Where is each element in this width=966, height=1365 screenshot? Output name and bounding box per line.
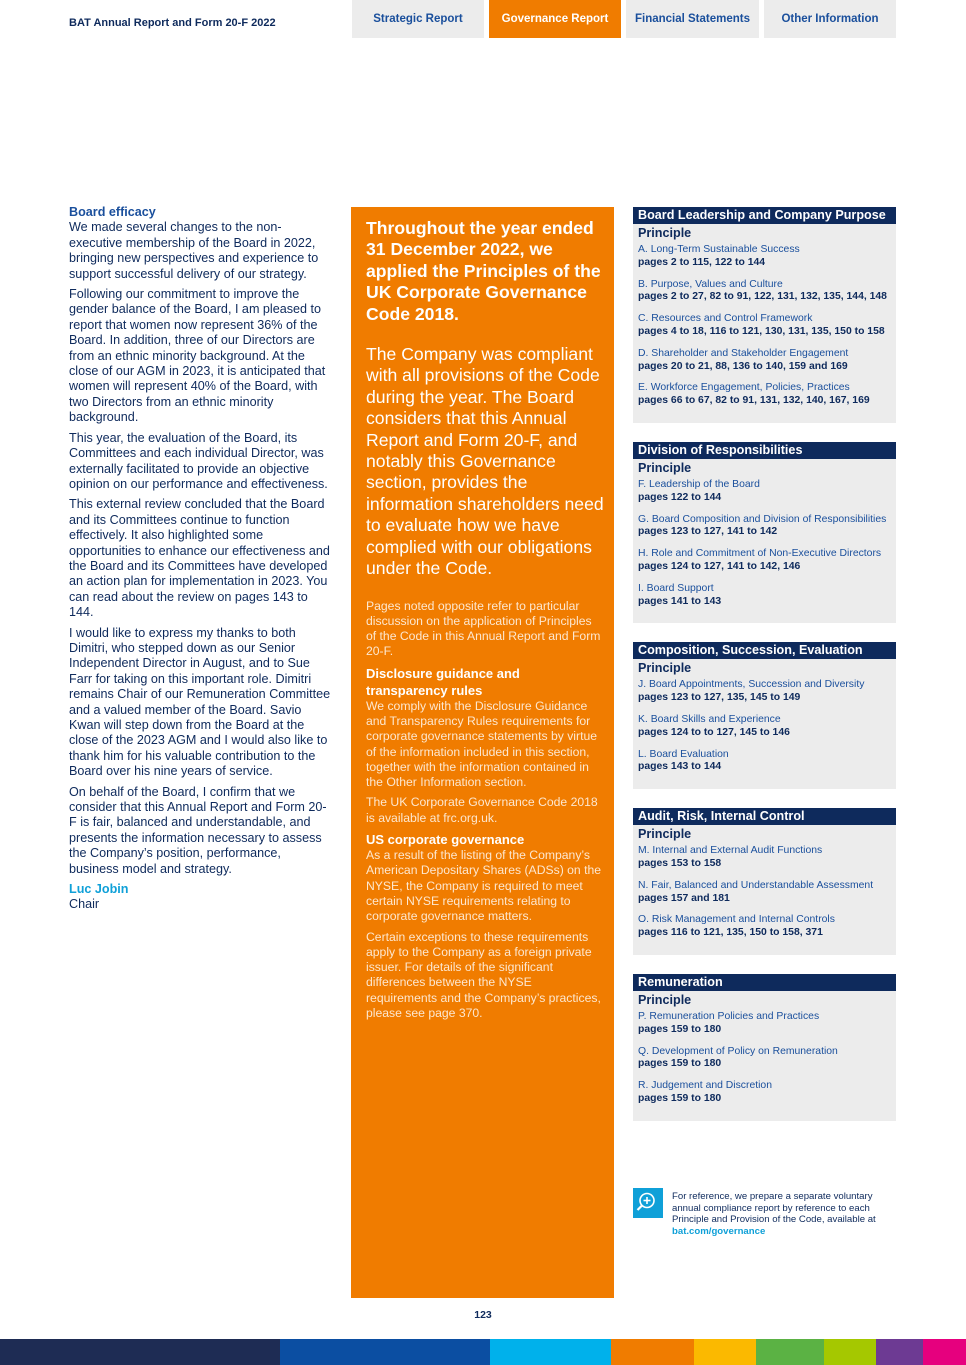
- principle-label: Principle: [638, 226, 692, 240]
- principle-name: P. Remuneration Policies and Practices: [638, 1010, 820, 1022]
- principle-item: [633, 1046, 896, 1081]
- page-reference: pages 2 to 27, 82 to 91, 122, 131, 132, 135, 144, 148: [638, 291, 887, 303]
- magnifier-plus-icon: [633, 1188, 663, 1218]
- page-reference: pages 66 to 67, 82 to 91, 131, 132, 140, 167, 169: [638, 395, 870, 407]
- page-reference: pages 124 to 127, 141 to 142, 146: [638, 560, 801, 572]
- chair-letter-column: [69, 205, 334, 913]
- principle-item: [633, 1011, 896, 1046]
- color-stripe-cyan: [490, 1339, 611, 1365]
- section-remuneration: [633, 974, 896, 1121]
- signer-title: Chair: [69, 897, 100, 912]
- tab-financial-statements[interactable]: Financial Statements: [626, 0, 759, 38]
- section-title: Composition, Succession, Evaluation: [633, 642, 896, 659]
- page-reference: pages 20 to 21, 88, 136 to 140, 159 and 169: [638, 360, 848, 372]
- page-reference: pages 123 to 127, 141 to 142: [638, 526, 778, 538]
- page-reference: pages 124 to to 127, 145 to 146: [638, 726, 790, 738]
- principle-name: L. Board Evaluation: [638, 748, 729, 760]
- page-reference: pages 2 to 115, 122 to 144: [638, 256, 766, 268]
- tab-other-information[interactable]: Other Information: [764, 0, 896, 38]
- section-title: Board Leadership and Company Purpose: [633, 207, 896, 224]
- principle-name: A. Long-Term Sustainable Success: [638, 244, 800, 255]
- us-governance-heading: US corporate governance: [366, 832, 525, 848]
- principle-name: H. Role and Commitment of Non-Executive Directors: [638, 548, 882, 560]
- color-stripe-magenta: [923, 1339, 966, 1365]
- principle-item: [633, 679, 896, 714]
- disclosure-heading: Disclosure guidance and transparency rules: [366, 665, 520, 698]
- principle-name: E. Workforce Engagement, Policies, Practices: [638, 382, 850, 394]
- principle-name: R. Judgement and Discretion: [638, 1080, 772, 1092]
- principle-label: Principle: [638, 992, 692, 1007]
- section-title: Audit, Risk, Internal Control: [633, 808, 896, 825]
- principle-item: [633, 1080, 896, 1115]
- us-governance-text: As a result of the listing of the Company’s American Depositary Shares (ADSs) on the NYSE, the Company is required to meet certain NYSE requirements relating to corporate governance matters.: [366, 848, 602, 924]
- principle-name: G. Board Composition and Division of Responsibilities: [638, 513, 887, 525]
- principle-item: [633, 749, 896, 784]
- principle-name: C. Resources and Control Framework: [638, 313, 813, 325]
- principle-item: [633, 845, 896, 880]
- principle-label: Principle: [638, 460, 692, 475]
- principle-item: [633, 382, 896, 417]
- principle-item: [633, 714, 896, 749]
- compliance-statement: The Company was compliant with all provisions of the Code during the year. The Board considers that this Annual Report and Form 20-F, and notably this Governance section, provides the information shareholders need to evaluate how we have complied with our obligations under the Code.: [366, 344, 604, 579]
- color-stripe-purple: [876, 1339, 923, 1365]
- section-title: Division of Responsibilities: [633, 442, 896, 459]
- page-reference: pages 159 to 180: [638, 1023, 722, 1035]
- pages-note: Pages noted opposite refer to particular discussion on the application of Principles of the Code in this Annual Report and Form 20-F.: [366, 598, 601, 659]
- principle-name: O. Risk Management and Internal Controls: [638, 914, 835, 926]
- color-stripe-lime: [824, 1339, 876, 1365]
- reference-text: For reference, we prepare a separate voluntary annual compliance report by reference to each Principle and Provision of the Code, available at: [672, 1191, 876, 1226]
- report-title: BAT Annual Report and Form 20-F 2022: [69, 17, 276, 29]
- page-reference: pages 143 to 144: [638, 761, 722, 773]
- principle-item: [633, 348, 896, 383]
- color-stripe-orange: [611, 1339, 694, 1365]
- principle-item: [633, 313, 896, 348]
- principle-name: N. Fair, Balanced and Understandable Assessment: [638, 879, 874, 891]
- page-reference: pages 141 to 143: [638, 595, 722, 607]
- page-reference: pages 123 to 127, 135, 145 to 149: [638, 692, 801, 704]
- principle-label: Principle: [638, 827, 692, 842]
- principle-item: [633, 279, 896, 314]
- paragraph: On behalf of the Board, I confirm that we consider that this Annual Report and Form 20-F is fair, balanced and understandable, and presents the information necessary to assess the Company’s position, performance, business model and strategy.: [69, 784, 327, 876]
- page-reference: pages 157 and 181: [638, 892, 730, 904]
- page-reference: pages 116 to 121, 135, 150 to 158, 371: [638, 927, 823, 939]
- principle-name: F. Leadership of the Board: [638, 478, 760, 490]
- us-governance-exceptions: Certain exceptions to these requirements apply to the Company as a foreign private issuer. For details of the significant differences between the NYSE requirements and the Company’s practices, please see page 370.: [366, 929, 601, 1021]
- page-reference: pages 159 to 180: [638, 1092, 722, 1104]
- page-reference: pages 153 to 158: [638, 857, 722, 869]
- paragraph: Following our commitment to improve the gender balance of the Board, I am pleased to report that women now represent 36% of the Board. In addition, three of our Directors are from an ethnic minority background. At the close of our AGM in 2023, it is anticipated that women will represent 40% of the Board, with two Directors from an ethnic minority background.: [69, 287, 326, 425]
- principle-label: Principle: [638, 661, 692, 676]
- principle-item: [633, 583, 896, 618]
- paragraph: We made several changes to the non-executive membership of the Board in 2022, bringing new perspectives and experience to support successful delivery of our strategy.: [69, 220, 319, 281]
- compliance-report-note: [672, 1191, 894, 1238]
- principle-name: I. Board Support: [638, 582, 714, 594]
- code-statement-lead: Throughout the year ended 31 December 2022, we applied the Principles of the UK Corporate Governance Code 2018.: [366, 218, 601, 324]
- principles-column: [633, 207, 896, 1140]
- signer-name: Luc Jobin: [69, 882, 129, 897]
- principle-name: B. Purpose, Values and Culture: [638, 278, 783, 290]
- paragraph: I would like to express my thanks to both Dimitri, who stepped down as our Senior Independent Director in August, and to Sue Farr for taking on this important role. Dimitri remains Chair of our Remuneration Committee and a valued member of the Board. Savio Kwan will step down from the Board at the close of the 2023 AGM and I would also like to thank him for his valuable contribution to the Board over his nine years of service.: [69, 625, 331, 779]
- page-reference: pages 122 to 144: [638, 491, 722, 503]
- principle-item: [633, 244, 896, 279]
- code-compliance-panel: [351, 207, 614, 1298]
- paragraph: This year, the evaluation of the Board, its Committees and each individual Director, was externally facilitated to provide an objective opinion on our performance and effectiveness.: [69, 430, 328, 491]
- page-reference: pages 159 to 180: [638, 1058, 722, 1070]
- section-composition-succession: [633, 642, 896, 789]
- governance-link[interactable]: bat.com/governance: [672, 1226, 766, 1238]
- principle-name: J. Board Appointments, Succession and Diversity: [638, 679, 865, 691]
- principle-name: D. Shareholder and Stakeholder Engagement: [638, 347, 849, 359]
- principle-item: [633, 548, 896, 583]
- tab-governance-report[interactable]: Governance Report: [489, 0, 621, 38]
- page-reference: pages 4 to 18, 116 to 121, 130, 131, 135, 150 to 158: [638, 325, 885, 337]
- principle-item: [633, 479, 896, 514]
- section-division-of-responsibilities: [633, 442, 896, 623]
- page-number: 123: [474, 1309, 492, 1321]
- color-stripe-blue: [280, 1339, 490, 1365]
- disclosure-text: We comply with the Disclosure Guidance and Transparency Rules requirements for corporate governance statements by virtue of the information included in this section, together with the information contained in the Other Information section.: [366, 698, 598, 790]
- principle-item: [633, 880, 896, 915]
- paragraph: This external review concluded that the Board and its Committees continue to function effectively. It also highlighted some opportunities to enhance our effectiveness and the Board and its Committees have developed an action plan for implementation in 2023. You can read about the review on pages 143 to 144.: [69, 497, 330, 620]
- color-stripe-navy: [0, 1339, 280, 1365]
- code-availability: The UK Corporate Governance Code 2018 is available at frc.org.uk.: [366, 795, 598, 825]
- principle-item: [633, 914, 896, 949]
- principle-name: Q. Development of Policy on Remuneration: [638, 1045, 838, 1057]
- board-efficacy-heading: Board efficacy: [69, 205, 156, 219]
- principle-name: K. Board Skills and Experience: [638, 713, 781, 725]
- principle-name: M. Internal and External Audit Functions: [638, 845, 823, 857]
- section-audit-risk: [633, 808, 896, 955]
- tab-strategic-report[interactable]: Strategic Report: [352, 0, 484, 38]
- section-board-leadership: [633, 207, 896, 423]
- color-stripe-yellow: [694, 1339, 756, 1365]
- section-title: Remuneration: [633, 974, 896, 991]
- color-stripe-green: [756, 1339, 824, 1365]
- principle-item: [633, 514, 896, 549]
